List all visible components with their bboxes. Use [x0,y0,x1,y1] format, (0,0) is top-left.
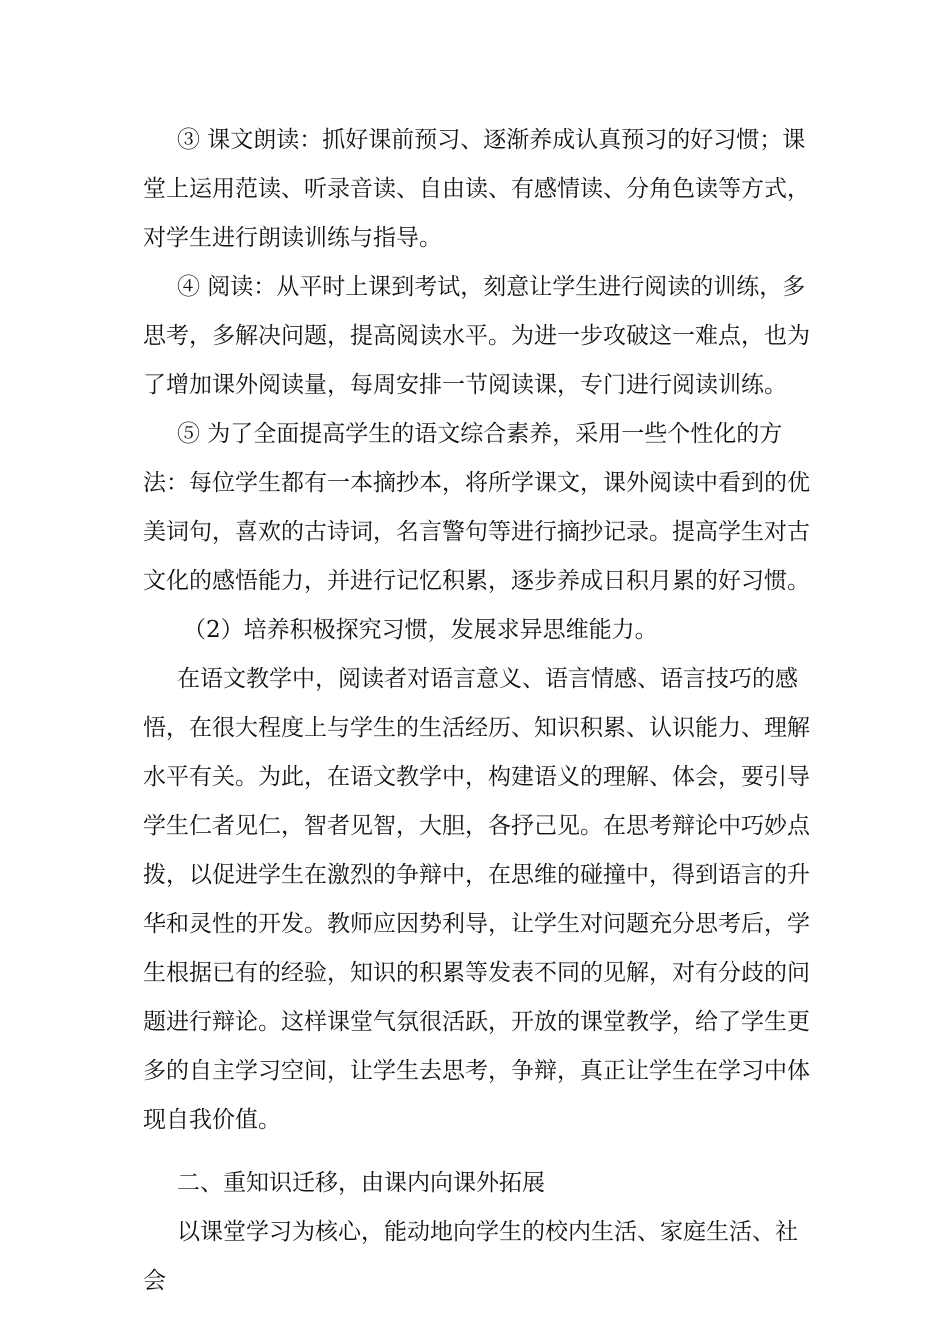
document-body [143,116,815,1306]
subheading-inquiry-habits: （2）培养积极探究习惯，发展求异思维能力。 [183,617,658,643]
paragraph-chinese-teaching: 在语文教学中，阅读者对语言意义、语言情感、语言技巧的感悟，在很大程度上与学生的生活经历、知识积累、认识能力、理解水平有关。为此，在语文教学中，构建语义的理解、体会，要引导学生仁者见仁，智者见智，大胆，各抒己见。在思考辩论中巧妙点拨，以促进学生在激烈的争辩中，在思维的碰撞中，得到语言的升华和灵性的开发。教师应因势利导，让学生对问题充分思考后，学生根据已有的经验，知识的积累等发表不同的见解，对有分歧的问题进行辩论。这样课堂气氛很活跃，开放的课堂教学，给了学生更多的自主学习空间，让学生去思考，争辩，真正让学生在学习中体现自我价值。 [143,666,810,1133]
paragraph-reading: ④ 阅读：从平时上课到考试，刻意让学生进行阅读的训练，多思考，多解决问题，提高阅读水平。为进一步攻破这一难点，也为了增加课外阅读量，每周安排一节阅读课，专门进行阅读训练。 [143,274,810,398]
paragraph-reading-aloud: ③ 课文朗读：抓好课前预习、逐渐养成认真预习的好习惯；课堂上运用范读、听录音读、自由读、有感情读、分角色读等方式，对学生进行朗读训练与指导。 [143,127,810,251]
paragraph-excerpt-notebook: ⑤ 为了全面提高学生的语文综合素养，采用一些个性化的方法：每位学生都有一本摘抄本，将所学课文，课外阅读中看到的优美词句，喜欢的古诗词，名言警句等进行摘抄记录。提高学生对古文化的感悟能力，并进行记忆积累，逐步养成日积月累的好习惯。 [143,421,810,594]
section-heading-knowledge-transfer: 二、重知识迁移，由课内向课外拓展 [177,1170,545,1196]
paragraph-classroom-core: 以课堂学习为核心，能动地向学生的校内生活、家庭生活、社会 [143,1219,798,1294]
